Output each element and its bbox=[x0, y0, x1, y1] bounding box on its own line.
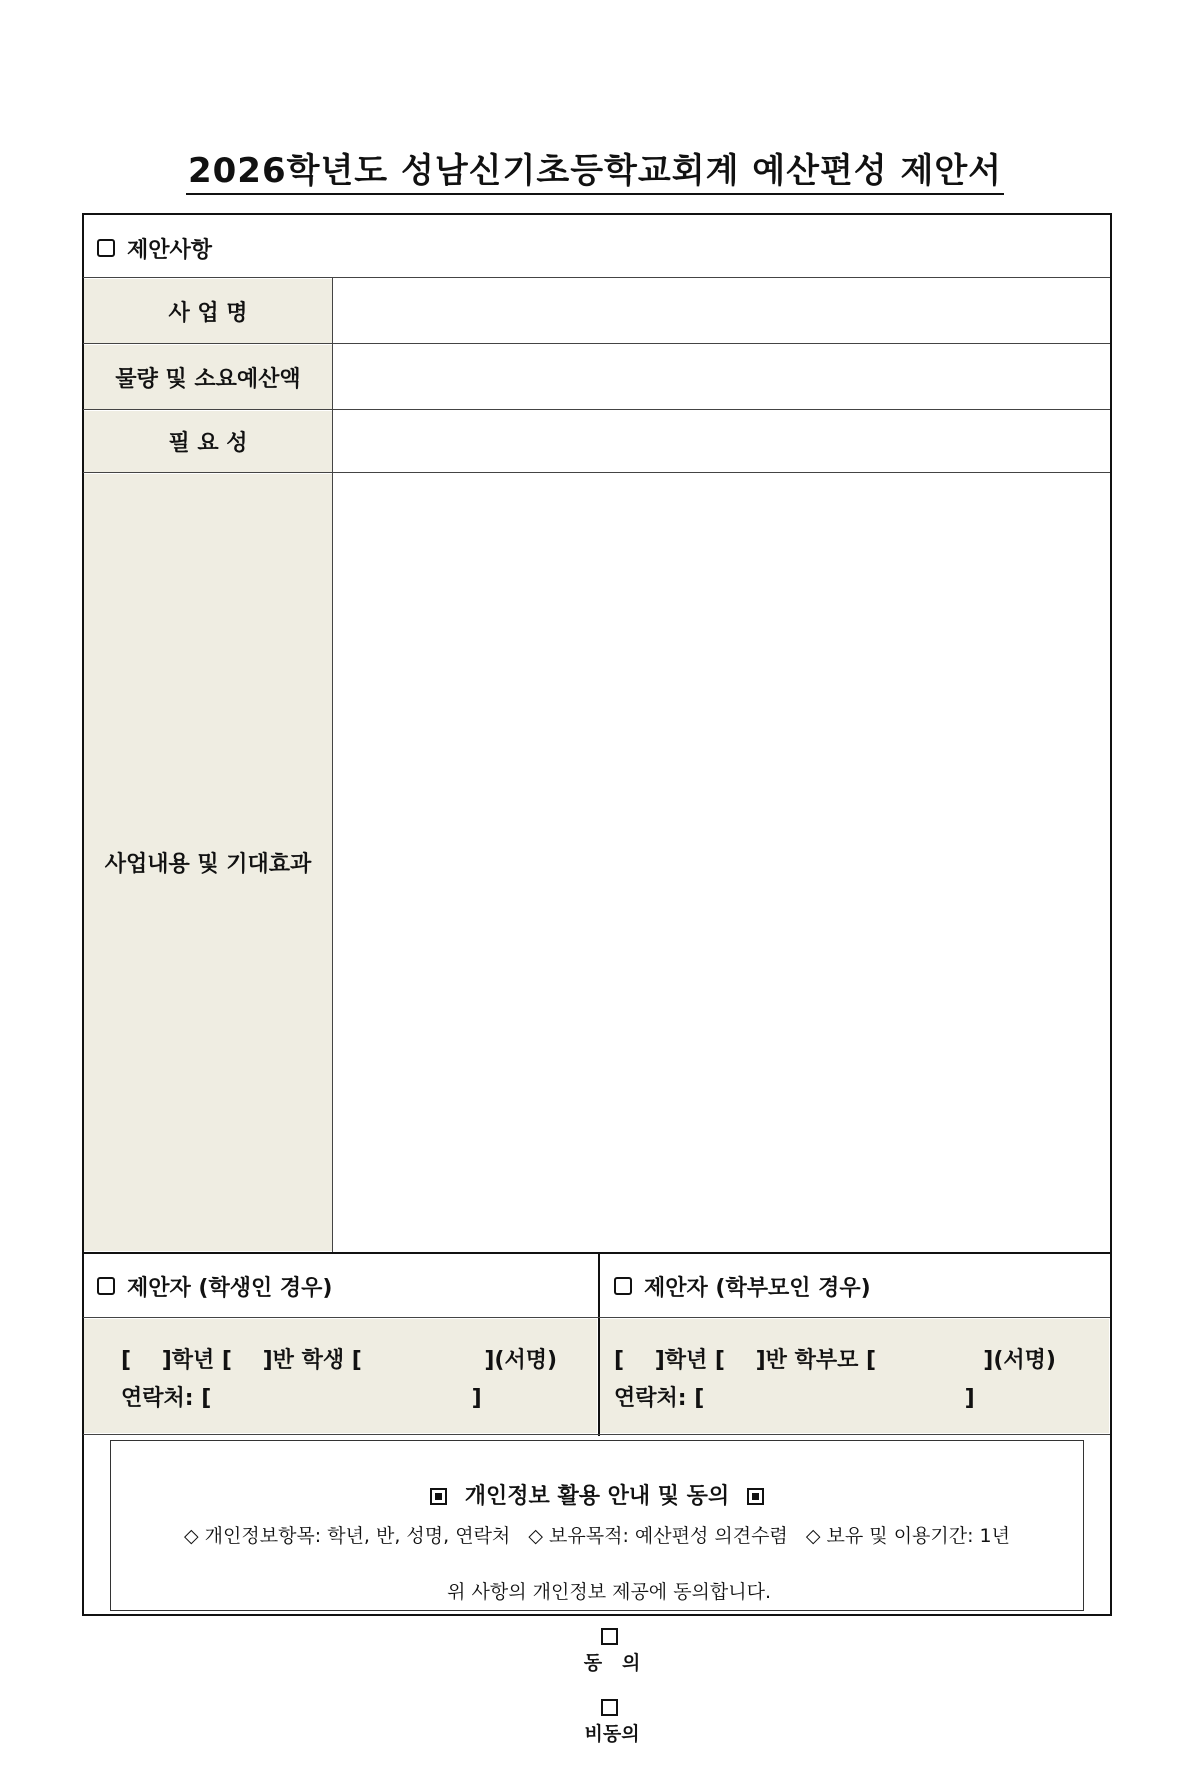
quantity-budget-label-text: 물량 및 소요예산액 bbox=[115, 366, 301, 392]
parent-section-label: 제안자 (학부모인 경우) bbox=[644, 1275, 871, 1301]
consent-text: 위 사항의 개인정보 제공에 동의합니다. bbox=[447, 1581, 772, 1603]
quantity-budget-label bbox=[84, 345, 332, 409]
agree-checkbox[interactable] bbox=[601, 1628, 618, 1645]
disagree-checkbox[interactable] bbox=[601, 1699, 618, 1716]
necessity-label bbox=[84, 411, 332, 472]
divider bbox=[83, 1317, 1110, 1318]
filled-square-icon bbox=[747, 1488, 764, 1505]
divider bbox=[83, 1434, 1110, 1435]
privacy-items: ◇ 개인정보항목: 학년, 반, 성명, 연락처 ◇ 보유목적: 예산편성 의견수렴 ◇ 보유 및 이용기간: 1년 bbox=[184, 1525, 1010, 1547]
parent-section-header bbox=[614, 1256, 871, 1316]
project-name-label bbox=[84, 279, 332, 343]
student-section-label: 제안자 (학생인 경우) bbox=[127, 1275, 333, 1301]
content-effect-field[interactable] bbox=[334, 474, 1109, 1251]
disagree-label: 비동의 bbox=[584, 1723, 640, 1745]
student-signer-block bbox=[84, 1319, 597, 1433]
divider bbox=[83, 343, 1110, 344]
divider bbox=[83, 472, 1110, 473]
project-name-field[interactable] bbox=[334, 279, 1109, 343]
parent-signer-block bbox=[600, 1319, 1109, 1433]
privacy-consent-box bbox=[110, 1440, 1084, 1745]
divider bbox=[83, 1252, 1110, 1254]
necessity-field[interactable] bbox=[334, 411, 1109, 472]
student-class-signature[interactable]: [ ]학년 [ ]반 학생 [ ](서명) bbox=[121, 1348, 557, 1373]
checkbox-icon[interactable] bbox=[614, 1277, 632, 1295]
project-name-label-text: 사 업 명 bbox=[168, 300, 248, 326]
quantity-budget-field[interactable] bbox=[334, 345, 1109, 409]
document-title-text: 2026학년도 성남신기초등학교회계 예산편성 제안서 bbox=[186, 151, 1004, 195]
proposal-section-label: 제안사항 bbox=[127, 237, 213, 263]
privacy-title bbox=[111, 1479, 1083, 1510]
checkbox-icon[interactable] bbox=[97, 239, 115, 257]
agree-label: 동 의 bbox=[583, 1652, 641, 1674]
necessity-label-text: 필 요 성 bbox=[168, 431, 248, 456]
divider bbox=[332, 277, 333, 1253]
divider bbox=[83, 409, 1110, 410]
privacy-title-text: 개인정보 활용 안내 및 동의 bbox=[464, 1484, 730, 1509]
filled-square-icon bbox=[430, 1488, 447, 1505]
content-effect-label-text: 사업내용 및 기대효과 bbox=[104, 852, 312, 877]
student-section-header bbox=[97, 1256, 332, 1316]
proposal-section-header bbox=[97, 222, 212, 274]
privacy-consent-line bbox=[111, 1555, 1083, 1768]
checkbox-icon[interactable] bbox=[97, 1277, 115, 1295]
content-effect-label bbox=[84, 474, 332, 1251]
parent-contact[interactable]: 연락처: [ ] bbox=[614, 1386, 975, 1411]
parent-class-signature[interactable]: [ ]학년 [ ]반 학부모 [ ](서명) bbox=[614, 1348, 1056, 1373]
document-title bbox=[0, 143, 1190, 192]
divider bbox=[83, 277, 1110, 278]
student-contact[interactable]: 연락처: [ ] bbox=[121, 1386, 482, 1411]
